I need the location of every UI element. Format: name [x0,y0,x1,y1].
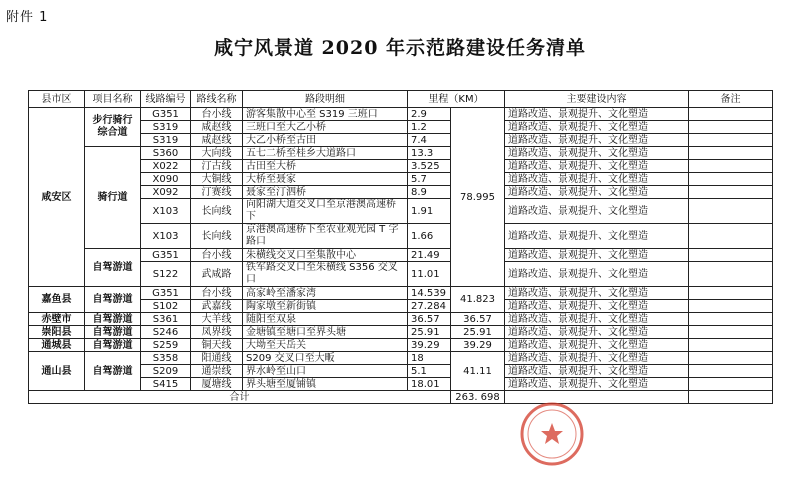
route-cell: 长向线 [191,199,243,224]
project-cell: 自驾游道 [85,249,141,287]
header-code: 线路编号 [141,91,191,108]
remark-cell [689,300,773,313]
content-cell: 道路改造、景观提升、文化塑造 [505,339,689,352]
table-row [29,352,773,365]
detail-cell: 随阳至双泉 [243,313,408,326]
content-cell: 道路改造、景观提升、文化塑造 [505,108,689,121]
remark-cell [689,134,773,147]
code-cell: S358 [141,352,191,365]
remark-cell [689,287,773,300]
seal-ring [522,404,582,464]
remark-cell [689,339,773,352]
project-cell: 步行骑行综合道 [85,108,141,147]
subtotal-cell: 39.29 [451,339,505,352]
content-cell [505,391,689,404]
remark-cell [689,224,773,249]
content-cell: 道路改造、景观提升、文化塑造 [505,121,689,134]
km-cell: 39.29 [408,339,451,352]
detail-cell: S209 交叉口至大畈 [243,352,408,365]
km-cell: 5.1 [408,365,451,378]
county-cell: 崇阳县 [29,326,85,339]
route-cell: 汀赛线 [191,186,243,199]
content-cell: 道路改造、景观提升、文化塑造 [505,365,689,378]
remark-cell [689,352,773,365]
task-table [28,90,773,404]
code-cell: S209 [141,365,191,378]
detail-cell: 聂家至汀泗桥 [243,186,408,199]
table-row [29,326,773,339]
km-cell: 27.284 [408,300,451,313]
project-cell: 自驾游道 [85,287,141,313]
route-cell: 大向线 [191,147,243,160]
code-cell: S361 [141,313,191,326]
attachment-label: 附件 1 [6,10,49,25]
table-row [29,160,773,173]
page-title: 咸宁风景道 2020 年示范路建设任务清单 [213,37,587,59]
county-cell: 咸安区 [29,108,85,287]
km-cell: 25.91 [408,326,451,339]
content-cell: 道路改造、景观提升、文化塑造 [505,326,689,339]
project-cell: 自驾游道 [85,326,141,339]
subtotal-cell: 25.91 [451,326,505,339]
table-row [29,199,773,224]
content-cell: 道路改造、景观提升、文化塑造 [505,199,689,224]
table-row [29,339,773,352]
total-value: 263. 698 [451,391,505,404]
subtotal-cell: 78.995 [451,108,505,287]
content-cell: 道路改造、景观提升、文化塑造 [505,160,689,173]
content-cell: 道路改造、景观提升、文化塑造 [505,378,689,391]
table-row [29,224,773,249]
content-cell: 道路改造、景观提升、文化塑造 [505,249,689,262]
remark-cell [689,160,773,173]
content-cell: 道路改造、景观提升、文化塑造 [505,224,689,249]
table-row [29,378,773,391]
remark-cell [689,365,773,378]
km-cell: 36.57 [408,313,451,326]
code-cell: S319 [141,134,191,147]
header-remark: 备注 [689,91,773,108]
detail-cell: 大桥至聂家 [243,173,408,186]
county-cell: 嘉鱼县 [29,287,85,313]
content-cell: 道路改造、景观提升、文化塑造 [505,352,689,365]
km-cell: 3.525 [408,160,451,173]
code-cell: X103 [141,199,191,224]
km-cell: 11.01 [408,262,451,287]
remark-cell [689,378,773,391]
content-cell: 道路改造、景观提升、文化塑造 [505,300,689,313]
seal-inner-ring [528,410,576,458]
route-cell: 长向线 [191,224,243,249]
table-row [29,134,773,147]
code-cell: X092 [141,186,191,199]
header-project: 项目名称 [85,91,141,108]
code-cell: S259 [141,339,191,352]
detail-cell: 铁军路交叉口至朱横线 S356 交叉口 [243,262,408,287]
total-row [29,391,773,404]
km-cell: 8.9 [408,186,451,199]
code-cell: X103 [141,224,191,249]
code-cell: S319 [141,121,191,134]
detail-cell: 大乙小桥至古田 [243,134,408,147]
code-cell: X090 [141,173,191,186]
route-cell: 汀古线 [191,160,243,173]
header-row [29,91,773,108]
remark-cell [689,262,773,287]
detail-cell: 大坳至天岳关 [243,339,408,352]
detail-cell: 五七二桥至桂乡大道路口 [243,147,408,160]
table-row [29,365,773,378]
table-row [29,147,773,160]
route-cell: 铜天线 [191,339,243,352]
header-detail: 路段明细 [243,91,408,108]
remark-cell [689,391,773,404]
remark-cell [689,326,773,339]
project-cell: 骑行道 [85,147,141,249]
route-cell: 台小线 [191,249,243,262]
km-cell: 5.7 [408,173,451,186]
remark-cell [689,108,773,121]
detail-cell: 向阳湖大道交叉口至京港澳高速桥下 [243,199,408,224]
route-cell: 武嘉线 [191,300,243,313]
table-row [29,287,773,300]
remark-cell [689,121,773,134]
content-cell: 道路改造、景观提升、文化塑造 [505,147,689,160]
code-cell: G351 [141,108,191,121]
route-cell: 武咸路 [191,262,243,287]
detail-cell: 高家岭至潘家湾 [243,287,408,300]
km-cell: 18.01 [408,378,451,391]
detail-cell: 界头塘至厦铺镇 [243,378,408,391]
detail-cell: 朱横线交叉口至集散中心 [243,249,408,262]
route-cell: 阳通线 [191,352,243,365]
code-cell: S246 [141,326,191,339]
subtotal-cell: 41.823 [451,287,505,313]
table-row [29,249,773,262]
detail-cell: 界水岭至山口 [243,365,408,378]
table-row [29,313,773,326]
content-cell: 道路改造、景观提升、文化塑造 [505,173,689,186]
detail-cell: 京港澳高速桥下至农业观光园 T 字路口 [243,224,408,249]
route-cell: 大铜线 [191,173,243,186]
subtotal-cell: 41.11 [451,352,505,391]
remark-cell [689,199,773,224]
km-cell: 14.539 [408,287,451,300]
official-seal-icon [519,401,585,467]
km-cell: 7.4 [408,134,451,147]
detail-cell: 游客集散中心至 S319 三班口 [243,108,408,121]
km-cell: 1.66 [408,224,451,249]
code-cell: S122 [141,262,191,287]
km-cell: 21.49 [408,249,451,262]
detail-cell: 古田至大桥 [243,160,408,173]
county-cell: 赤壁市 [29,313,85,326]
route-cell: 咸赵线 [191,121,243,134]
remark-cell [689,173,773,186]
project-cell: 自驾游道 [85,339,141,352]
km-cell: 1.91 [408,199,451,224]
code-cell: X022 [141,160,191,173]
table-row [29,173,773,186]
header-route: 路线名称 [191,91,243,108]
content-cell: 道路改造、景观提升、文化塑造 [505,134,689,147]
content-cell: 道路改造、景观提升、文化塑造 [505,287,689,300]
km-cell: 18 [408,352,451,365]
table-row [29,262,773,287]
remark-cell [689,313,773,326]
code-cell: G351 [141,287,191,300]
km-cell: 2.9 [408,108,451,121]
project-cell: 自驾游道 [85,352,141,391]
header-content: 主要建设内容 [505,91,689,108]
content-cell: 道路改造、景观提升、文化塑造 [505,186,689,199]
table-row [29,186,773,199]
content-cell: 道路改造、景观提升、文化塑造 [505,313,689,326]
header-km: 里程（KM） [408,91,505,108]
subtotal-cell: 36.57 [451,313,505,326]
route-cell: 通崇线 [191,365,243,378]
county-cell: 通山县 [29,352,85,391]
code-cell: S415 [141,378,191,391]
content-cell: 道路改造、景观提升、文化塑造 [505,262,689,287]
detail-cell: 金塘镇至塘口至界头塘 [243,326,408,339]
route-cell: 台小线 [191,287,243,300]
county-cell: 通城县 [29,339,85,352]
code-cell: S360 [141,147,191,160]
total-label: 合计 [29,391,451,404]
route-cell: 大羊线 [191,313,243,326]
route-cell: 厦塘线 [191,378,243,391]
remark-cell [689,249,773,262]
detail-cell: 陶家墩至新街镇 [243,300,408,313]
project-cell: 自驾游道 [85,313,141,326]
route-cell: 凤界线 [191,326,243,339]
route-cell: 咸赵线 [191,134,243,147]
km-cell: 13.3 [408,147,451,160]
table-row [29,121,773,134]
code-cell: S102 [141,300,191,313]
detail-cell: 三班口至大乙小桥 [243,121,408,134]
code-cell: G351 [141,249,191,262]
km-cell: 1.2 [408,121,451,134]
table-row [29,300,773,313]
remark-cell [689,147,773,160]
table-row [29,108,773,121]
header-county: 县市区 [29,91,85,108]
seal-star [541,423,563,444]
remark-cell [689,186,773,199]
route-cell: 台小线 [191,108,243,121]
